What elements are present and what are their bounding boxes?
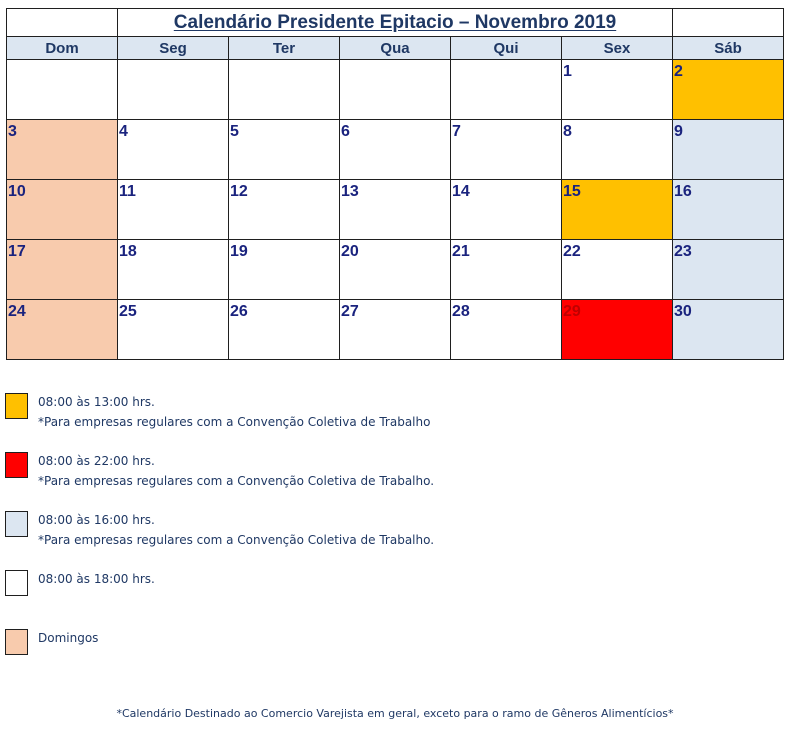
legend-swatch bbox=[5, 452, 28, 478]
weekday-tue: Ter bbox=[229, 37, 340, 60]
legend-note: *Para empresas regulares com a Convenção Coletiva de Trabalho bbox=[38, 415, 431, 429]
day-number bbox=[118, 60, 228, 63]
day-number: 8 bbox=[563, 123, 572, 140]
day-number: 13 bbox=[341, 183, 359, 200]
legend-hours: 08:00 às 18:00 hrs. bbox=[38, 572, 155, 586]
day-cell bbox=[451, 300, 562, 360]
day-number: 27 bbox=[341, 303, 359, 320]
week-row bbox=[7, 180, 784, 240]
legend-note: *Para empresas regulares com a Convenção Coletiva de Trabalho. bbox=[38, 474, 435, 488]
day-number bbox=[340, 60, 450, 63]
legend-hours: 08:00 às 13:00 hrs. bbox=[38, 395, 155, 409]
legend-text bbox=[38, 510, 434, 550]
day-cell bbox=[229, 120, 340, 180]
day-cell bbox=[7, 240, 118, 300]
title-left-cell bbox=[7, 9, 118, 37]
day-cell bbox=[673, 240, 784, 300]
title-right-cell bbox=[673, 9, 784, 37]
legend-text bbox=[38, 451, 434, 491]
day-cell bbox=[229, 180, 340, 240]
day-cell bbox=[7, 120, 118, 180]
day-cell bbox=[7, 300, 118, 360]
day-number: 29 bbox=[563, 303, 581, 320]
weekday-fri: Sex bbox=[562, 37, 673, 60]
legend-text bbox=[38, 392, 430, 432]
empty-day-cell bbox=[451, 60, 562, 120]
legend-hours: 08:00 às 16:00 hrs. bbox=[38, 513, 155, 527]
day-number: 6 bbox=[341, 123, 350, 140]
day-cell bbox=[673, 180, 784, 240]
day-number: 10 bbox=[8, 183, 26, 200]
day-number: 17 bbox=[8, 243, 26, 260]
empty-day-cell bbox=[340, 60, 451, 120]
day-number: 28 bbox=[452, 303, 470, 320]
day-number: 25 bbox=[119, 303, 137, 320]
day-number: 22 bbox=[563, 243, 581, 260]
day-number: 1 bbox=[563, 63, 572, 80]
day-number: 15 bbox=[563, 183, 581, 200]
day-cell bbox=[451, 120, 562, 180]
day-number: 9 bbox=[674, 123, 683, 140]
day-number: 2 bbox=[674, 63, 683, 80]
day-cell bbox=[118, 180, 229, 240]
day-cell bbox=[229, 240, 340, 300]
day-cell bbox=[562, 180, 673, 240]
day-cell bbox=[451, 240, 562, 300]
day-cell bbox=[562, 120, 673, 180]
empty-day-cell bbox=[7, 60, 118, 120]
day-cell bbox=[7, 180, 118, 240]
day-cell bbox=[562, 300, 673, 360]
day-number: 5 bbox=[230, 123, 239, 140]
legend-note: *Para empresas regulares com a Convenção Coletiva de Trabalho. bbox=[38, 533, 435, 547]
day-cell bbox=[118, 120, 229, 180]
calendar-title-text: Calendário Presidente Epitacio – Novembro 2019 bbox=[173, 11, 617, 33]
week-row bbox=[7, 120, 784, 180]
day-cell bbox=[340, 240, 451, 300]
day-number: 26 bbox=[230, 303, 248, 320]
weekday-thu: Qui bbox=[451, 37, 562, 60]
legend-text bbox=[38, 569, 155, 589]
day-number: 14 bbox=[452, 183, 470, 200]
day-number: 24 bbox=[8, 303, 26, 320]
day-number: 21 bbox=[452, 243, 470, 260]
day-number: 18 bbox=[119, 243, 137, 260]
week-row bbox=[7, 240, 784, 300]
calendar-weeks bbox=[7, 60, 784, 360]
day-cell bbox=[673, 60, 784, 120]
day-number bbox=[7, 60, 117, 63]
calendar-table bbox=[6, 8, 784, 360]
day-cell bbox=[118, 300, 229, 360]
legend-text bbox=[38, 628, 98, 648]
day-number bbox=[229, 60, 339, 63]
day-cell bbox=[340, 180, 451, 240]
day-number: 20 bbox=[341, 243, 359, 260]
weekday-mon: Seg bbox=[118, 37, 229, 60]
week-row bbox=[7, 300, 784, 360]
day-number: 23 bbox=[674, 243, 692, 260]
legend-swatch bbox=[5, 393, 28, 419]
day-cell bbox=[118, 240, 229, 300]
calendar-title bbox=[118, 9, 673, 37]
weekday-sun: Dom bbox=[7, 37, 118, 60]
day-number: 30 bbox=[674, 303, 692, 320]
day-number: 19 bbox=[230, 243, 248, 260]
day-cell bbox=[229, 300, 340, 360]
day-number: 11 bbox=[119, 183, 136, 200]
week-row bbox=[7, 60, 784, 120]
day-cell bbox=[673, 120, 784, 180]
title-row bbox=[7, 9, 784, 37]
legend-swatch bbox=[5, 511, 28, 537]
day-cell bbox=[340, 120, 451, 180]
day-number: 16 bbox=[674, 183, 692, 200]
legend-hours: Domingos bbox=[38, 631, 99, 645]
day-number: 12 bbox=[230, 183, 248, 200]
day-cell bbox=[562, 60, 673, 120]
day-number: 7 bbox=[452, 123, 461, 140]
empty-day-cell bbox=[229, 60, 340, 120]
weekday-header-row bbox=[7, 37, 784, 60]
day-cell bbox=[673, 300, 784, 360]
day-cell bbox=[562, 240, 673, 300]
weekday-wed: Qua bbox=[340, 37, 451, 60]
empty-day-cell bbox=[118, 60, 229, 120]
weekday-sat: Sáb bbox=[673, 37, 784, 60]
day-cell bbox=[451, 180, 562, 240]
footer-note: *Calendário Destinado ao Comercio Varejista em geral, exceto para o ramo de Gêneros Alimentícios* bbox=[116, 707, 674, 720]
legend-hours: 08:00 às 22:00 hrs. bbox=[38, 454, 155, 468]
legend-swatch bbox=[5, 629, 28, 655]
day-number: 3 bbox=[8, 123, 17, 140]
day-cell bbox=[340, 300, 451, 360]
day-number bbox=[451, 60, 561, 63]
legend-swatch bbox=[5, 570, 28, 596]
day-number: 4 bbox=[119, 123, 128, 140]
